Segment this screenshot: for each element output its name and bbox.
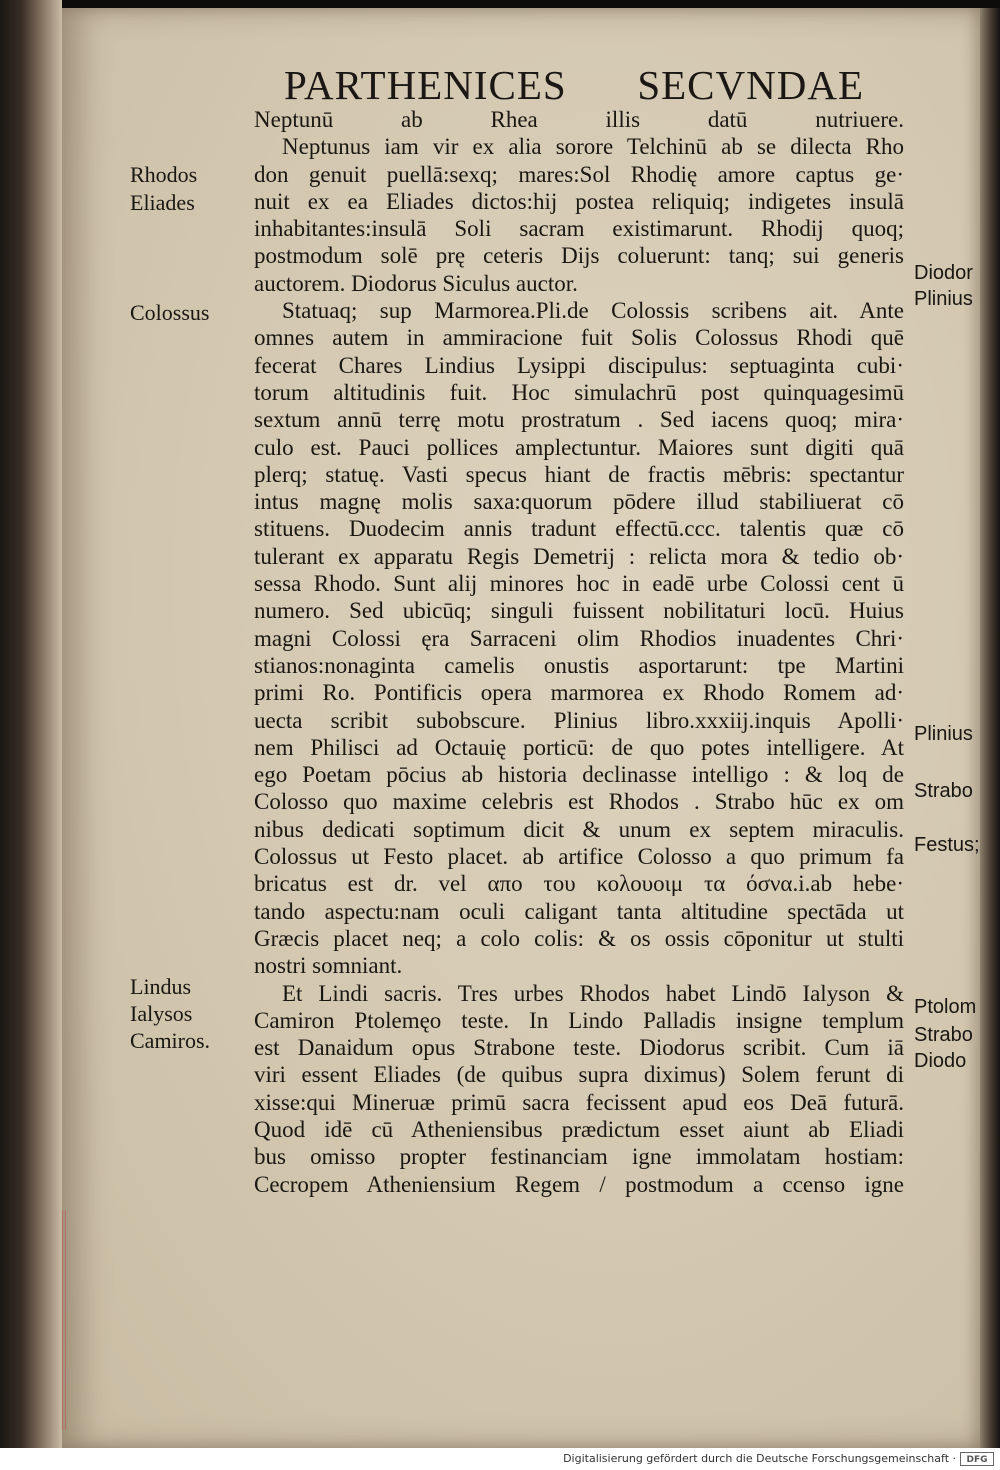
text-line: auctorem. Diodorus Siculus auctor. <box>254 270 578 296</box>
text-line: Græcis placet neq; a colo colis: & os ossis cōponitur ut stulti <box>254 925 904 951</box>
text-line: Camiron Ptolemęo teste. In Lindo Palladis insigne templum <box>254 1007 904 1033</box>
text-line: bricatus est dr. vel απο του κολουοιμ τα όσνα.i.ab hebe· <box>254 871 904 897</box>
text-line: uecta scribit subobscure. Plinius libro.xxxiij.inquis Apolli· <box>254 707 904 733</box>
text-line: viri essent Eliades (de quibus supra diximus) Solem ferunt di <box>254 1062 904 1088</box>
text-line: plerq; statuę. Vasti specus hiant de fractis mēbris: spectantur <box>254 461 904 487</box>
text-line: magni Colossi ęra Sarraceni olim Rhodios inuadentes Chri· <box>254 625 904 651</box>
text-line: torum altitudinis fuit. Hoc simulachrū post quinquagesimū <box>254 379 904 405</box>
margin-note-diodo: Diodo <box>914 1050 967 1072</box>
text-line: stianos:nonaginta camelis onustis asportarunt: tpe Martini <box>254 652 904 678</box>
text-line: postmodum solē prę ceteris Dijs coluerunt: tanq; sui generis <box>254 243 904 269</box>
text-line: est Danaidum opus Strabone teste. Diodorus scribit. Cum iā <box>254 1035 904 1061</box>
text-line: fecerat Chares Lindius Lysippi discipulus: septuaginta cubi· <box>254 352 904 378</box>
margin-note-camiros: Camiros. <box>130 1028 211 1053</box>
footer-credit: Digitalisierung gefördert durch die Deutsche Forschungsgemeinschaft · <box>563 1452 956 1465</box>
text-line: culo est. Pauci pollices amplectuntur. Maiores sunt digiti quā <box>254 434 904 460</box>
main-text-block <box>254 106 904 1198</box>
text-line: tulerant ex apparatu Regis Demetrij : relicta mora & tedio ob· <box>254 543 904 569</box>
margin-note-rhodos: Rhodos <box>130 162 198 187</box>
text-line: intus magnę molis saxa:quorum pōdere illud stabiliuerat cō <box>254 489 904 515</box>
text-line: sessa Rhodo. Sunt alij minores hoc in eadē urbe Colossi cent ū <box>254 571 904 597</box>
text-line: Colosso quo maxime celebris est Rhodos . Strabo hūc ex om <box>254 789 904 815</box>
text-line: bus omisso propter festinanciam igne immolatam hostiam: <box>254 1144 904 1170</box>
text-line: xisse:qui Mineruæ primū sacra fecissent apud eos Deā futurā. <box>254 1089 904 1115</box>
text-line: Neptunū ab Rhea illis datū nutriuere. <box>254 107 904 132</box>
text-line: ego Poetam pōcius ab historia declinasse intelligo : & loq de <box>254 762 904 788</box>
text-line: inhabitantes:insulā Soli sacram existimarunt. Rhodij quoq; <box>254 216 904 242</box>
text-line: Neptunus iam vir ex alia sorore Telchinū ab se dilecta Rho <box>282 134 904 160</box>
margin-note-festus: Festus; <box>914 834 980 856</box>
margin-note-plinius-2: Plinius <box>914 723 973 745</box>
running-head-right: SECVNDAE <box>637 62 864 108</box>
text-line: don genuit puellā:sexq; mares:Sol Rhodię amore captus ge· <box>254 161 904 187</box>
text-line: nem Philisci ad Octauię porticū: de quo potes intelligere. At <box>254 734 904 760</box>
margin-note-diodor: Diodor <box>914 262 973 284</box>
text-line: Colossus ut Festo placet. ab artifice Colosso a quo primum fa <box>254 844 904 870</box>
text-line: numero. Sed ubicūq; singuli fuissent nobilitaturi locū. Huius <box>254 598 904 624</box>
text-line: Cecropem Atheniensium Regem / postmodum a ccenso igne <box>254 1171 904 1197</box>
text-line: primi Ro. Pontificis opera marmorea ex Rhodo Romem ad· <box>254 680 904 706</box>
text-line: Statuaq; sup Marmorea.Pli.de Colossis scribens ait. Ante <box>282 298 904 324</box>
margin-note-strabo-2: Strabo <box>914 1024 973 1046</box>
margin-note-colossus: Colossus <box>130 300 210 325</box>
text-line: nuit ex ea Eliades dictos:hij postea reliquiq; indigetes insulā <box>254 188 904 214</box>
running-head-left: PARTHENICES <box>284 62 567 108</box>
text-line: stituens. Duodecim annis tradunt effectū.ccc. talentis quæ cō <box>254 516 904 542</box>
text-line: Quod idē cū Atheniensibus prædictum esset aiunt ab Eliadi <box>254 1116 904 1142</box>
text-line: nibus dedicati soptimum dicit & unum ex septem miraculis. <box>254 816 904 842</box>
margin-note-strabo-1: Strabo <box>914 780 973 802</box>
page-edge-stripes <box>62 1210 68 1430</box>
text-line: omnes autem in ammiracione fuit Solis Colossus Rhodi quē <box>254 325 904 351</box>
running-head <box>284 62 864 108</box>
text-line: sextum annū terrę motu prostratum . Sed iacens quoq; mira· <box>254 407 904 433</box>
dfg-logo: DFG <box>960 1452 994 1466</box>
text-line: tando aspectu:nam oculi caligant tanta altitudine spectāda ut <box>254 898 904 924</box>
margin-note-lindus: Lindus <box>130 974 192 999</box>
margin-note-eliades: Eliades <box>130 190 195 215</box>
book-spine <box>0 0 62 1448</box>
margin-note-ialysos: Ialysos <box>130 1001 193 1026</box>
footer-bar <box>0 1448 1000 1470</box>
text-line: Et Lindi sacris. Tres urbes Rhodos habet Lindō Ialyson & <box>282 980 904 1006</box>
text-line: nostri somniant. <box>254 953 403 979</box>
margin-note-ptolom: Ptolom <box>914 996 977 1018</box>
margin-note-plinius-1: Plinius <box>914 288 973 310</box>
